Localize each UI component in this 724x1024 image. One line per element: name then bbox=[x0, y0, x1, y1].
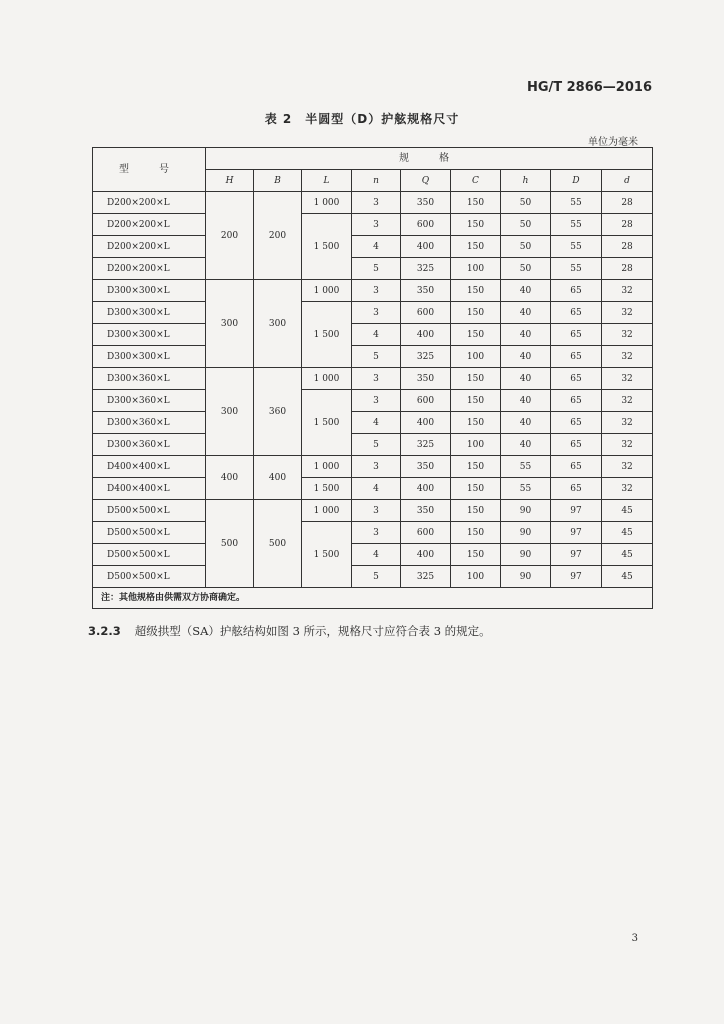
column-header-h: h bbox=[501, 170, 551, 192]
C-value-cell: 100 bbox=[451, 258, 501, 280]
d-value-cell: 32 bbox=[602, 456, 653, 478]
h-value-cell: 40 bbox=[501, 390, 551, 412]
n-value-cell: 3 bbox=[352, 368, 401, 390]
model-cell: D300×360×L bbox=[93, 390, 206, 412]
d-value-cell: 32 bbox=[602, 434, 653, 456]
table-row bbox=[93, 500, 653, 522]
column-header-L: L bbox=[302, 170, 352, 192]
n-value-cell: 3 bbox=[352, 214, 401, 236]
D-value-cell: 65 bbox=[551, 324, 602, 346]
l-cell: 1 000 bbox=[302, 500, 352, 522]
Q-value-cell: 400 bbox=[401, 324, 451, 346]
section-body: 超级拱型（SA）护舷结构如图 3 所示，规格尺寸应符合表 3 的规定。 bbox=[134, 624, 491, 638]
table-row bbox=[93, 412, 653, 434]
table-row bbox=[93, 566, 653, 588]
D-value-cell: 65 bbox=[551, 302, 602, 324]
model-cell: D400×400×L bbox=[93, 478, 206, 500]
n-value-cell: 3 bbox=[352, 522, 401, 544]
n-value-cell: 4 bbox=[352, 324, 401, 346]
n-value-cell: 4 bbox=[352, 544, 401, 566]
model-cell: D300×300×L bbox=[93, 346, 206, 368]
D-value-cell: 65 bbox=[551, 368, 602, 390]
C-value-cell: 100 bbox=[451, 346, 501, 368]
table-row bbox=[93, 324, 653, 346]
D-value-cell: 65 bbox=[551, 346, 602, 368]
h-value-cell: 40 bbox=[501, 280, 551, 302]
n-value-cell: 3 bbox=[352, 192, 401, 214]
Q-value-cell: 600 bbox=[401, 522, 451, 544]
l-cell: 1 000 bbox=[302, 368, 352, 390]
D-value-cell: 65 bbox=[551, 434, 602, 456]
h-value-cell: 40 bbox=[501, 346, 551, 368]
n-value-cell: 4 bbox=[352, 236, 401, 258]
d-value-cell: 32 bbox=[602, 412, 653, 434]
b-cell: 360 bbox=[254, 368, 302, 456]
n-value-cell: 3 bbox=[352, 500, 401, 522]
model-cell: D500×500×L bbox=[93, 566, 206, 588]
table-row bbox=[93, 192, 653, 214]
h-cell: 400 bbox=[206, 456, 254, 500]
column-header-Q: Q bbox=[401, 170, 451, 192]
model-cell: D200×200×L bbox=[93, 214, 206, 236]
C-value-cell: 150 bbox=[451, 412, 501, 434]
D-value-cell: 55 bbox=[551, 236, 602, 258]
Q-value-cell: 400 bbox=[401, 478, 451, 500]
C-value-cell: 150 bbox=[451, 324, 501, 346]
C-value-cell: 150 bbox=[451, 236, 501, 258]
h-value-cell: 40 bbox=[501, 302, 551, 324]
d-value-cell: 32 bbox=[602, 280, 653, 302]
h-cell: 300 bbox=[206, 368, 254, 456]
h-value-cell: 50 bbox=[501, 236, 551, 258]
D-value-cell: 97 bbox=[551, 522, 602, 544]
Q-value-cell: 350 bbox=[401, 500, 451, 522]
D-value-cell: 55 bbox=[551, 192, 602, 214]
table-row bbox=[93, 302, 653, 324]
column-header-d: d bbox=[602, 170, 653, 192]
model-cell: D500×500×L bbox=[93, 500, 206, 522]
n-value-cell: 3 bbox=[352, 302, 401, 324]
model-cell: D300×360×L bbox=[93, 368, 206, 390]
d-value-cell: 32 bbox=[602, 390, 653, 412]
d-value-cell: 45 bbox=[602, 522, 653, 544]
table-row bbox=[93, 214, 653, 236]
table-row bbox=[93, 434, 653, 456]
spec-table bbox=[92, 147, 653, 609]
section-number: 3.2.3 bbox=[88, 624, 121, 638]
h-value-cell: 40 bbox=[501, 368, 551, 390]
d-value-cell: 28 bbox=[602, 214, 653, 236]
model-cell: D200×200×L bbox=[93, 258, 206, 280]
Q-value-cell: 400 bbox=[401, 236, 451, 258]
Q-value-cell: 350 bbox=[401, 456, 451, 478]
C-value-cell: 150 bbox=[451, 478, 501, 500]
l-cell: 1 500 bbox=[302, 302, 352, 368]
C-value-cell: 150 bbox=[451, 368, 501, 390]
h-value-cell: 50 bbox=[501, 192, 551, 214]
Q-value-cell: 350 bbox=[401, 192, 451, 214]
column-header-H: H bbox=[206, 170, 254, 192]
D-value-cell: 55 bbox=[551, 214, 602, 236]
n-value-cell: 3 bbox=[352, 390, 401, 412]
D-value-cell: 65 bbox=[551, 478, 602, 500]
n-value-cell: 5 bbox=[352, 346, 401, 368]
n-value-cell: 5 bbox=[352, 566, 401, 588]
Q-value-cell: 600 bbox=[401, 390, 451, 412]
l-cell: 1 500 bbox=[302, 214, 352, 280]
model-cell: D200×200×L bbox=[93, 236, 206, 258]
d-value-cell: 28 bbox=[602, 192, 653, 214]
D-value-cell: 55 bbox=[551, 258, 602, 280]
h-value-cell: 90 bbox=[501, 500, 551, 522]
Q-value-cell: 600 bbox=[401, 214, 451, 236]
table-row bbox=[93, 456, 653, 478]
b-cell: 200 bbox=[254, 192, 302, 280]
d-value-cell: 45 bbox=[602, 500, 653, 522]
Q-value-cell: 350 bbox=[401, 368, 451, 390]
d-value-cell: 45 bbox=[602, 544, 653, 566]
h-value-cell: 90 bbox=[501, 544, 551, 566]
table-row bbox=[93, 390, 653, 412]
h-value-cell: 90 bbox=[501, 522, 551, 544]
h-value-cell: 40 bbox=[501, 324, 551, 346]
b-cell: 300 bbox=[254, 280, 302, 368]
D-value-cell: 65 bbox=[551, 412, 602, 434]
page-number: 3 bbox=[631, 933, 638, 944]
h-value-cell: 90 bbox=[501, 566, 551, 588]
C-value-cell: 100 bbox=[451, 434, 501, 456]
n-value-cell: 5 bbox=[352, 434, 401, 456]
table-title: 表 2 半圆型（D）护舷规格尺寸 bbox=[264, 112, 460, 126]
D-value-cell: 65 bbox=[551, 390, 602, 412]
C-value-cell: 150 bbox=[451, 214, 501, 236]
table-row bbox=[93, 544, 653, 566]
n-value-cell: 4 bbox=[352, 412, 401, 434]
d-value-cell: 28 bbox=[602, 236, 653, 258]
model-cell: D500×500×L bbox=[93, 522, 206, 544]
h-value-cell: 40 bbox=[501, 412, 551, 434]
l-cell: 1 500 bbox=[302, 478, 352, 500]
D-value-cell: 65 bbox=[551, 456, 602, 478]
d-value-cell: 45 bbox=[602, 566, 653, 588]
C-value-cell: 150 bbox=[451, 522, 501, 544]
d-value-cell: 32 bbox=[602, 302, 653, 324]
C-value-cell: 150 bbox=[451, 544, 501, 566]
D-value-cell: 97 bbox=[551, 544, 602, 566]
table-row bbox=[93, 346, 653, 368]
note-row bbox=[93, 588, 653, 609]
n-value-cell: 3 bbox=[352, 280, 401, 302]
Q-value-cell: 325 bbox=[401, 346, 451, 368]
Q-value-cell: 600 bbox=[401, 302, 451, 324]
C-value-cell: 100 bbox=[451, 566, 501, 588]
column-header-D: D bbox=[551, 170, 602, 192]
h-cell: 300 bbox=[206, 280, 254, 368]
Q-value-cell: 400 bbox=[401, 544, 451, 566]
n-value-cell: 4 bbox=[352, 478, 401, 500]
column-header-B: B bbox=[254, 170, 302, 192]
d-value-cell: 32 bbox=[602, 346, 653, 368]
D-value-cell: 97 bbox=[551, 500, 602, 522]
b-cell: 400 bbox=[254, 456, 302, 500]
table-row bbox=[93, 368, 653, 390]
model-cell: D300×300×L bbox=[93, 324, 206, 346]
C-value-cell: 150 bbox=[451, 280, 501, 302]
l-cell: 1 000 bbox=[302, 280, 352, 302]
D-value-cell: 65 bbox=[551, 280, 602, 302]
table-row bbox=[93, 236, 653, 258]
Q-value-cell: 400 bbox=[401, 412, 451, 434]
d-value-cell: 32 bbox=[602, 478, 653, 500]
C-value-cell: 150 bbox=[451, 390, 501, 412]
standard-code: HG/T 2866—2016 bbox=[526, 80, 652, 95]
model-cell: D300×300×L bbox=[93, 302, 206, 324]
b-cell: 500 bbox=[254, 500, 302, 588]
h-value-cell: 55 bbox=[501, 478, 551, 500]
h-value-cell: 55 bbox=[501, 456, 551, 478]
h-value-cell: 50 bbox=[501, 214, 551, 236]
table-note: 注：其他规格由供需双方协商确定。 bbox=[93, 588, 653, 609]
Q-value-cell: 325 bbox=[401, 566, 451, 588]
column-header-C: C bbox=[451, 170, 501, 192]
header-spec: 规 格 bbox=[206, 148, 653, 170]
d-value-cell: 28 bbox=[602, 258, 653, 280]
Q-value-cell: 350 bbox=[401, 280, 451, 302]
l-cell: 1 000 bbox=[302, 192, 352, 214]
model-cell: D400×400×L bbox=[93, 456, 206, 478]
h-cell: 500 bbox=[206, 500, 254, 588]
l-cell: 1 500 bbox=[302, 390, 352, 456]
l-cell: 1 000 bbox=[302, 456, 352, 478]
table-row bbox=[93, 522, 653, 544]
h-value-cell: 40 bbox=[501, 434, 551, 456]
C-value-cell: 150 bbox=[451, 192, 501, 214]
model-cell: D300×300×L bbox=[93, 280, 206, 302]
section-paragraph bbox=[88, 623, 491, 639]
C-value-cell: 150 bbox=[451, 456, 501, 478]
header-model: 型 号 bbox=[93, 148, 206, 192]
model-cell: D500×500×L bbox=[93, 544, 206, 566]
column-header-n: n bbox=[352, 170, 401, 192]
C-value-cell: 150 bbox=[451, 500, 501, 522]
l-cell: 1 500 bbox=[302, 522, 352, 588]
unit-note: 单位为毫米 bbox=[588, 137, 638, 148]
d-value-cell: 32 bbox=[602, 368, 653, 390]
model-cell: D300×360×L bbox=[93, 434, 206, 456]
table-row bbox=[93, 478, 653, 500]
Q-value-cell: 325 bbox=[401, 434, 451, 456]
D-value-cell: 97 bbox=[551, 566, 602, 588]
n-value-cell: 3 bbox=[352, 456, 401, 478]
model-cell: D300×360×L bbox=[93, 412, 206, 434]
Q-value-cell: 325 bbox=[401, 258, 451, 280]
d-value-cell: 32 bbox=[602, 324, 653, 346]
C-value-cell: 150 bbox=[451, 302, 501, 324]
h-cell: 200 bbox=[206, 192, 254, 280]
table-row bbox=[93, 280, 653, 302]
table-row bbox=[93, 258, 653, 280]
h-value-cell: 50 bbox=[501, 258, 551, 280]
n-value-cell: 5 bbox=[352, 258, 401, 280]
model-cell: D200×200×L bbox=[93, 192, 206, 214]
